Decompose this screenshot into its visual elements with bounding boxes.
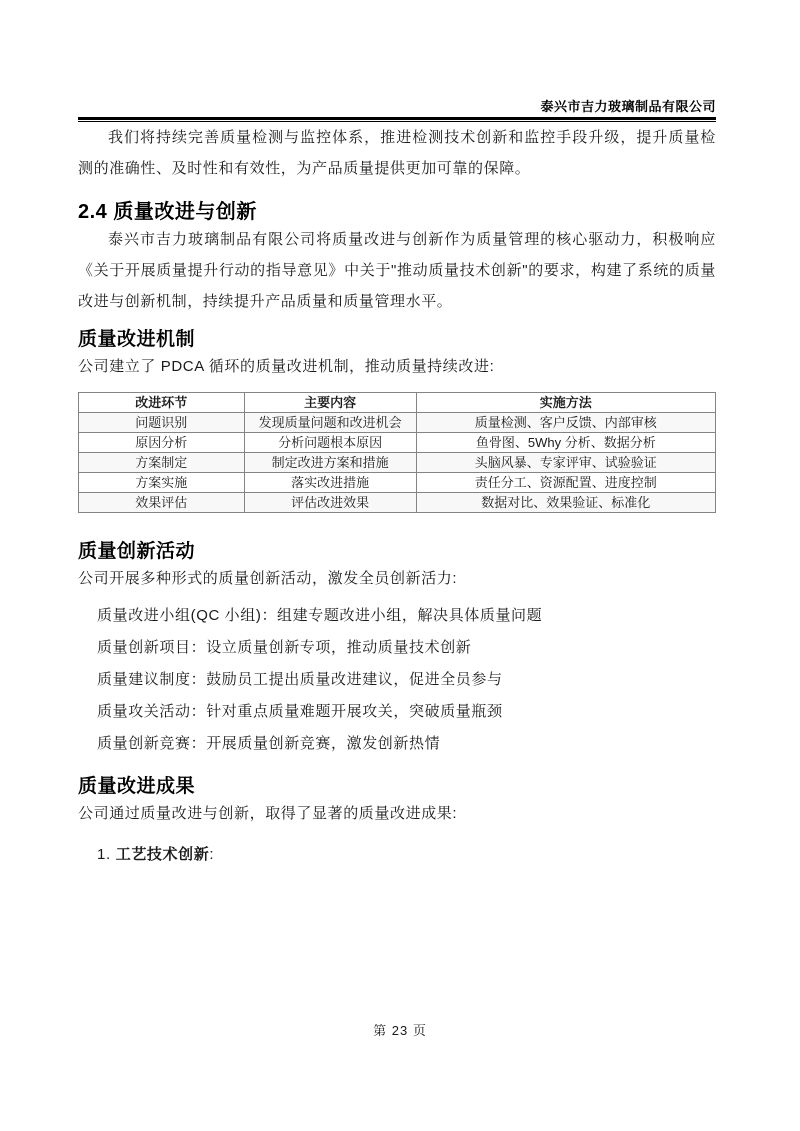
- subsection-heading-innovation: 质量创新活动: [78, 541, 196, 562]
- table-row: [79, 473, 716, 493]
- list-item: 质量攻关活动：针对重点质量难题开展攻关，突破质量瓶颈: [97, 703, 503, 720]
- table-cell: 分析问题根本原因: [244, 433, 416, 453]
- table-header-row: [79, 393, 716, 413]
- list-item: 质量创新竞赛：开展质量创新竞赛，激发创新热情: [97, 735, 441, 752]
- table-cell: 数据对比、效果验证、标准化: [416, 493, 715, 513]
- table-cell: 制定改进方案和措施: [244, 453, 416, 473]
- table-cell: 发现质量问题和改进机会: [244, 413, 416, 433]
- table-cell: 问题识别: [79, 413, 245, 433]
- section-title: 2.4 质量改进与创新: [78, 201, 257, 223]
- achievement-item-label: 工艺技术创新: [115, 846, 210, 863]
- intro-paragraph: 我们将持续完善质量检测与监控体系，推进检测技术创新和监控手段升级，提升质量检测的准确性、及时性和有效性，为产品质量提供更加可靠的保障。: [78, 129, 716, 177]
- header-rule-thick-line: [78, 117, 716, 120]
- page-header: [78, 0, 716, 122]
- innovation-activity-list: [78, 606, 716, 754]
- table-cell: 效果评估: [79, 493, 245, 513]
- table-cell: 原因分析: [79, 433, 245, 453]
- table-row: [79, 413, 716, 433]
- mechanism-intro-paragraph: 公司建立了 PDCA 循环的质量改进机制，推动质量持续改进:: [78, 358, 495, 375]
- list-item: 质量改进小组(QC 小组)：组建专题改进小组，解决具体质量问题: [97, 607, 543, 624]
- list-item: 质量创新项目：设立质量创新专项，推动质量技术创新: [97, 639, 472, 656]
- table-cell: 方案实施: [79, 473, 245, 493]
- achievement-item-suffix: :: [209, 846, 215, 863]
- table-cell: 责任分工、资源配置、进度控制: [416, 473, 715, 493]
- section-intro-paragraph: 泰兴市吉力玻璃制品有限公司将质量改进与创新作为质量管理的核心驱动力，积极响应《关于开展质量提升行动的指导意见》中关于"推动质量技术创新"的要求，构建了系统的质量改进与创新机制，持续提升产品质量和质量管理水平。: [78, 231, 716, 310]
- table-cell: 质量检测、客户反馈、内部审核: [416, 413, 715, 433]
- achievements-intro-paragraph: 公司通过质量改进与创新，取得了显著的质量改进成果:: [78, 805, 458, 822]
- table-cell: 评估改进效果: [244, 493, 416, 513]
- pdca-improvement-table: [78, 392, 716, 513]
- table-cell: 方案制定: [79, 453, 245, 473]
- company-name: 泰兴市吉力玻璃制品有限公司: [540, 99, 716, 114]
- table-header-cell: 主要内容: [244, 393, 416, 413]
- table-cell: 鱼骨图、5Why 分析、数据分析: [416, 433, 715, 453]
- table-row: [79, 493, 716, 513]
- table-row: [79, 453, 716, 473]
- table-cell: 落实改进措施: [244, 473, 416, 493]
- achievement-item-number: 1.: [97, 846, 111, 863]
- table-header-cell: 实施方法: [416, 393, 715, 413]
- achievement-item-1: [97, 845, 716, 865]
- list-item: 质量建议制度：鼓励员工提出质量改进建议，促进全员参与: [97, 671, 503, 688]
- table-header-cell: 改进环节: [79, 393, 245, 413]
- table-cell: 头脑风暴、专家评审、试验验证: [416, 453, 715, 473]
- page-number: 第 23 页: [373, 1023, 427, 1038]
- subsection-heading-mechanism: 质量改进机制: [78, 329, 196, 350]
- innovation-intro-paragraph: 公司开展多种形式的质量创新活动，激发全员创新活力:: [78, 570, 458, 587]
- subsection-heading-achievements: 质量改进成果: [78, 776, 196, 797]
- table-row: [79, 433, 716, 453]
